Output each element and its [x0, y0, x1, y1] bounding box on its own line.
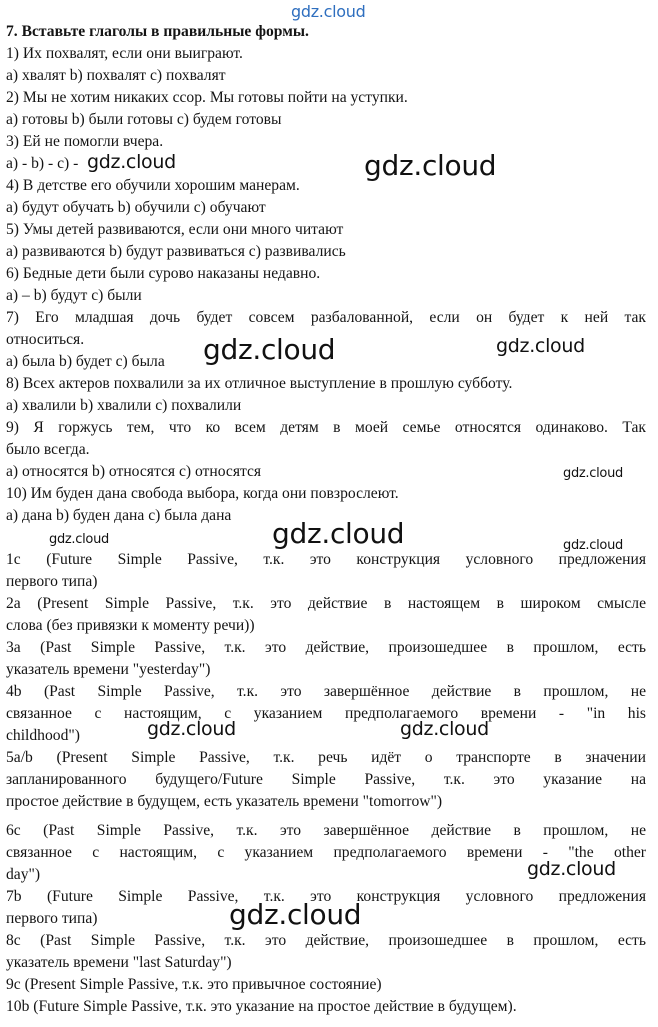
options-8: a) хвалили b) хвалили c) похвалили: [6, 397, 242, 414]
answer-4-line-1: 4b (Past Simple Passive, т.к. это завершённое действие в прошлом, не: [6, 683, 646, 700]
sentence-6: 6) Бедные дети были сурово наказаны недавно.: [6, 265, 321, 282]
watermark: gdz.cloud: [563, 466, 623, 481]
options-10: a) дана b) буден дана c) была дана: [6, 507, 232, 524]
answer-3-line-1: 3a (Past Simple Passive, т.к. это действие, произошедшее в прошлом, есть: [6, 639, 646, 656]
options-5: a) развиваются b) будут развиваться c) развивались: [6, 243, 346, 260]
sentence-5: 5) Умы детей развиваются, если они много читают: [6, 221, 344, 238]
answer-7-line-2: первого типа): [6, 910, 98, 927]
options-3: a) - b) - c) -: [6, 155, 79, 172]
sentence-4: 4) В детстве его обучили хорошим манерам.: [6, 177, 300, 194]
options-9: a) относятся b) относятся c) относятся: [6, 463, 262, 480]
exercise-title: 7. Вставьте глаголы в правильные формы.: [6, 23, 309, 40]
answer-9: 9c (Present Simple Passive, т.к. это привычное состояние): [6, 976, 382, 993]
watermark: gdz.cloud: [563, 538, 623, 553]
sentence-1: 1) Их похвалят, если они выиграют.: [6, 45, 243, 62]
watermark: gdz.cloud: [49, 532, 109, 547]
answer-4-line-3: childhood"): [6, 727, 80, 744]
answer-8-line-1: 8c (Past Simple Passive, т.к. это действие, произошедшее в прошлом, есть: [6, 932, 646, 949]
answer-10: 10b (Future Simple Passive, т.к. это указание на простое действие в будущем).: [6, 998, 517, 1015]
answer-4-line-2: связанное с настоящим, с указанием предполагаемого времени - "in his: [6, 705, 646, 722]
sentence-2: 2) Мы не хотим никаких ссор. Мы готовы пойти на уступки.: [6, 89, 408, 106]
options-7: a) была b) будет c) была: [6, 353, 165, 370]
options-4: a) будут обучать b) обучили c) обучают: [6, 199, 266, 216]
watermark: gdz.cloud: [527, 858, 616, 880]
sentence-10: 10) Им буден дана свобода выбора, когда они повзрослеют.: [6, 485, 399, 502]
options-1: a) хвалят b) похвалят c) похвалят: [6, 67, 226, 84]
answer-5-line-2: запланированного будущего/Future Simple Passive, т.к. это указание на: [6, 771, 646, 788]
watermark: gdz.cloud: [229, 898, 362, 931]
answer-8-line-2: указатель времени "last Saturday"): [6, 954, 232, 971]
sentence-7-line-2: относиться.: [6, 331, 85, 348]
watermark: gdz.cloud: [147, 718, 236, 740]
answer-2-line-2: слова (без привязки к моменту речи)): [6, 617, 255, 634]
options-2: a) готовы b) были готовы c) будем готовы: [6, 111, 282, 128]
answer-5-line-1: 5a/b (Present Simple Passive, т.к. речь идёт о транспорте в значении: [6, 749, 646, 766]
sentence-7-line-1: 7) Его младшая дочь будет совсем разбалованной, если он будет к ней так: [6, 309, 646, 326]
answer-1-line-1: 1c (Future Simple Passive, т.к. это конструкция условного предложения: [6, 551, 646, 568]
answer-7-line-1: 7b (Future Simple Passive, т.к. это конструкция условного предложения: [6, 888, 646, 905]
watermark: gdz.cloud: [87, 151, 176, 173]
watermark: gdz.cloud: [400, 718, 489, 740]
sentence-3: 3) Ей не помогли вчера.: [6, 133, 164, 150]
answer-5-line-3: простое действие в будущем, есть указатель времени "tomorrow"): [6, 793, 443, 810]
watermark-top: gdz.cloud: [291, 2, 366, 21]
watermark: gdz.cloud: [364, 149, 497, 182]
sentence-9-line-1: 9) Я горжусь тем, что ко всем детям в моей семье относятся одинаково. Так: [6, 419, 646, 436]
sentence-8: 8) Всех актеров похвалили за их отличное выступление в прошлую субботу.: [6, 375, 513, 392]
watermark: gdz.cloud: [496, 335, 585, 357]
answer-6-line-1: 6c (Past Simple Passive, т.к. это завершённое действие в прошлом, не: [6, 822, 646, 839]
answer-3-line-2: указатель времени "yesterday"): [6, 661, 211, 678]
watermark: gdz.cloud: [272, 517, 405, 550]
options-6: a) – b) будут c) были: [6, 287, 142, 304]
answer-6-line-3: day"): [6, 866, 41, 883]
watermark: gdz.cloud: [203, 333, 336, 366]
sentence-9-line-2: было всегда.: [6, 441, 90, 458]
answer-6-line-2: связанное с настоящим, с указанием предполагаемого времени - "the other: [6, 844, 646, 861]
answer-2-line-1: 2a (Present Simple Passive, т.к. это действие в настоящем в широком смысле: [6, 595, 646, 612]
answer-1-line-2: первого типа): [6, 573, 98, 590]
